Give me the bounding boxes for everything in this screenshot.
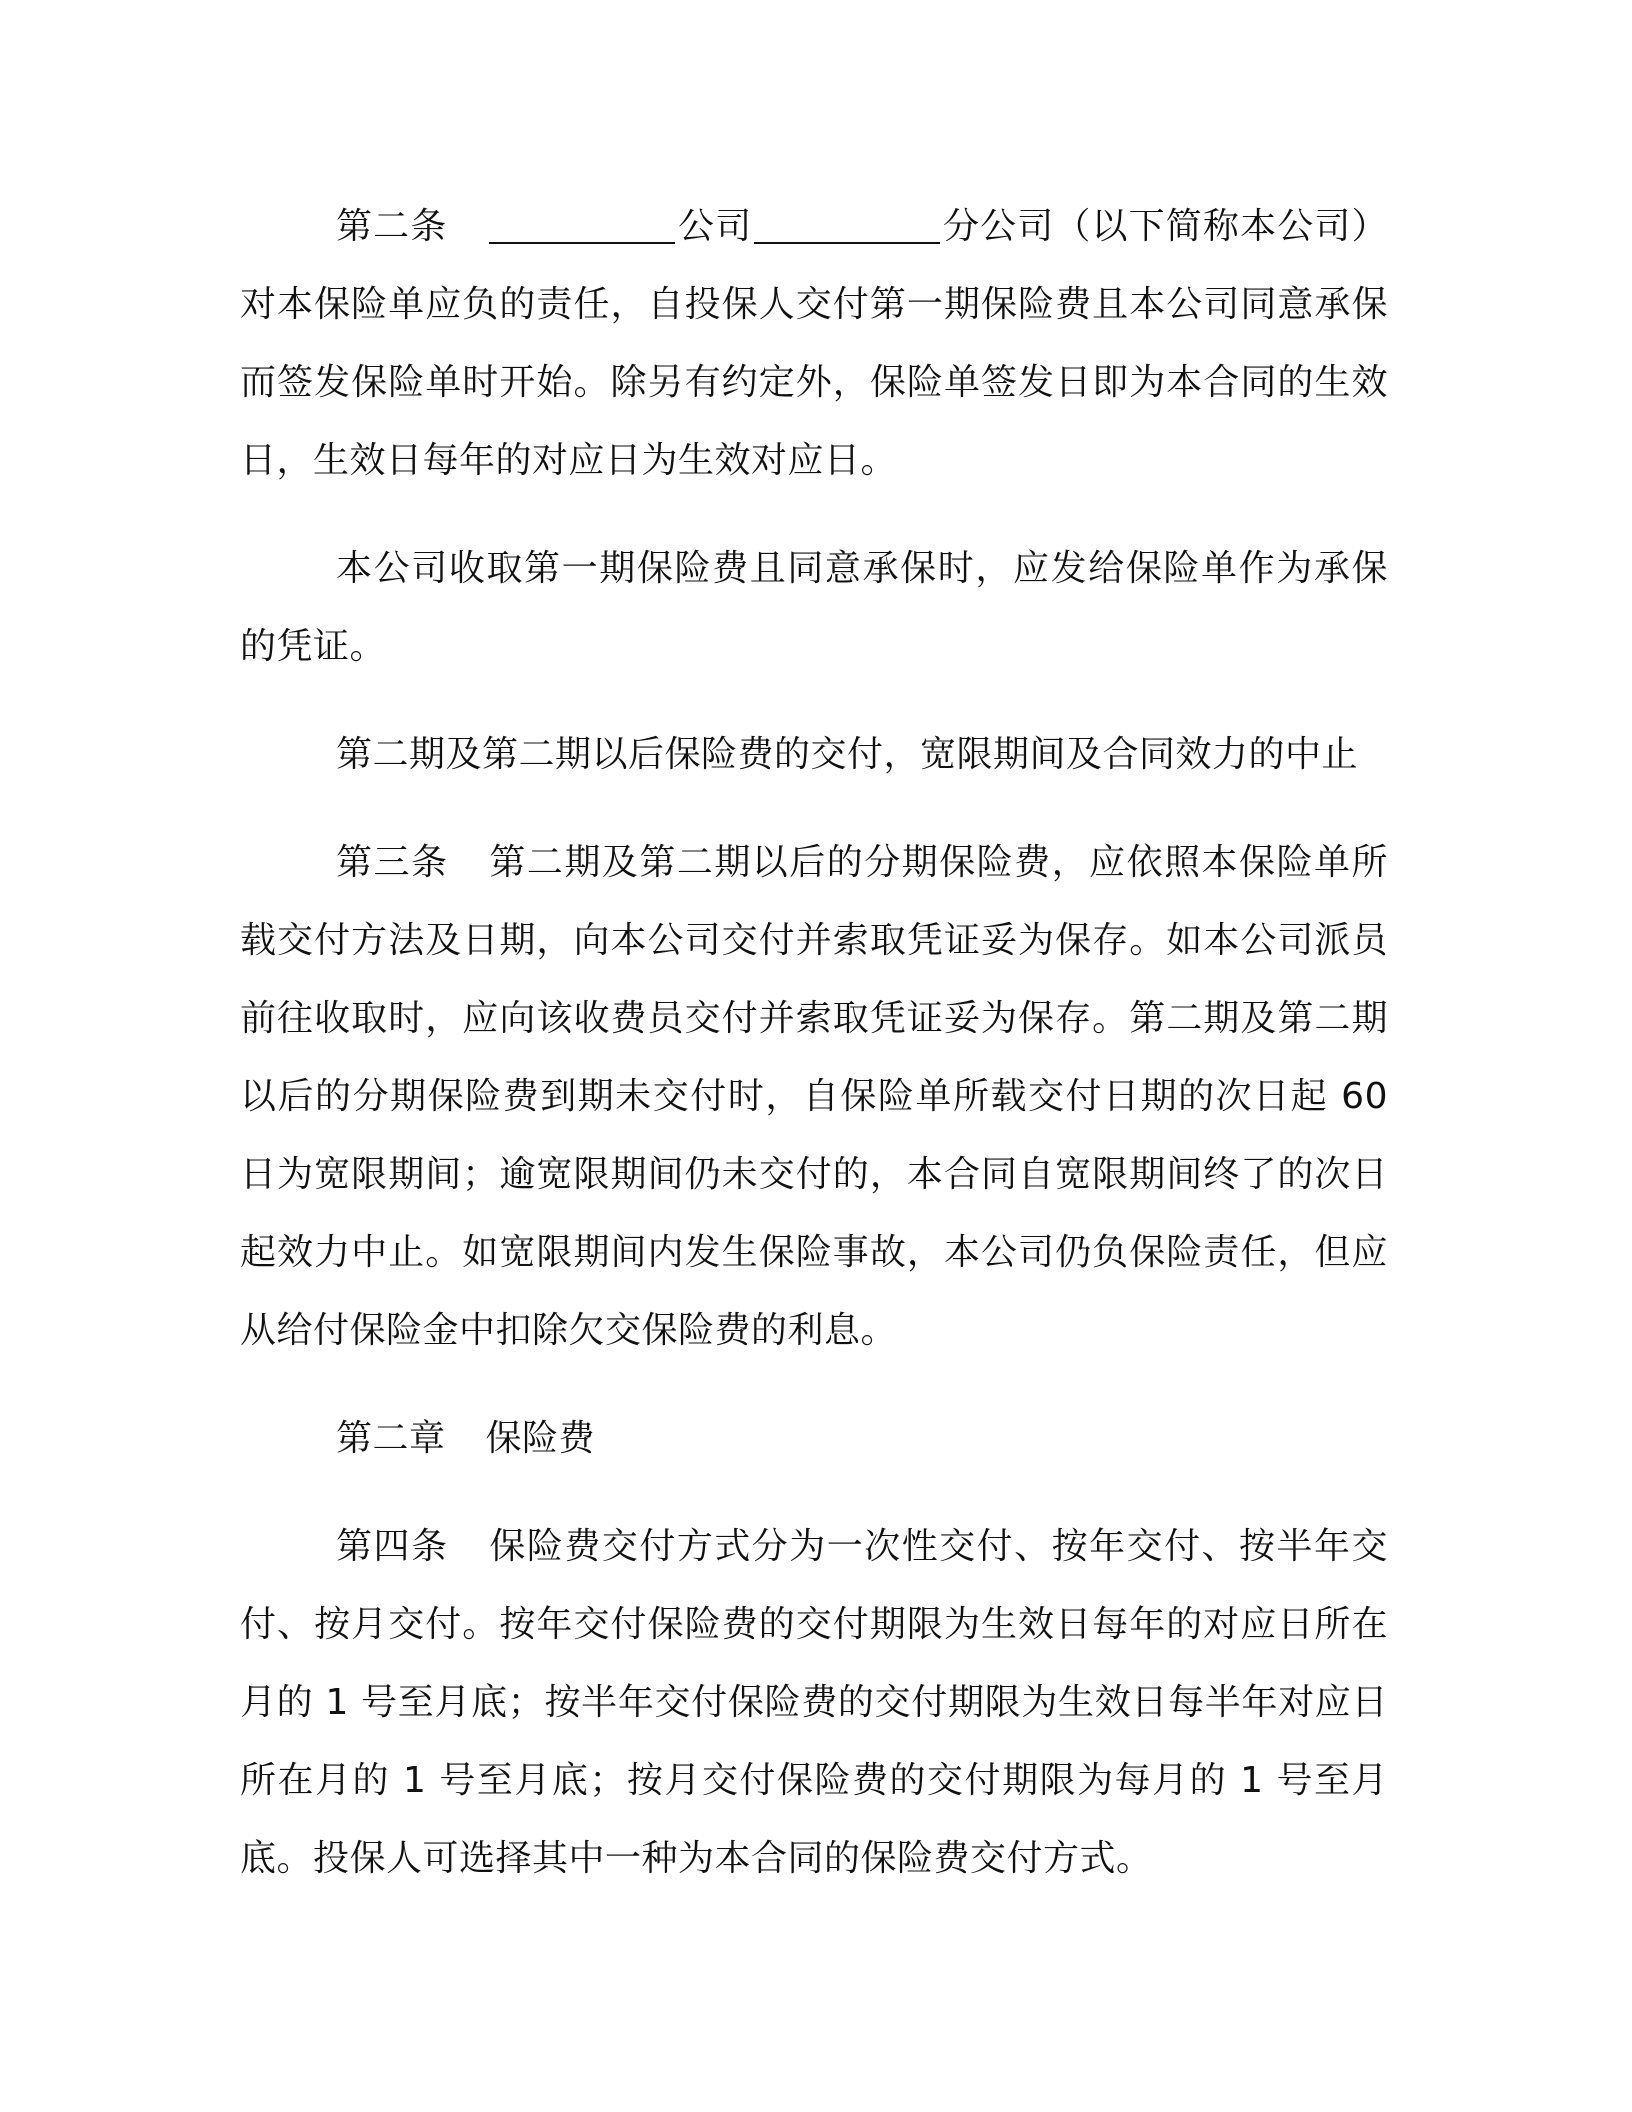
- company-name-blank: [489, 212, 675, 244]
- article-4-paragraph: [240, 1508, 1388, 1898]
- article-3-body: 第二期及第二期以后的分期保险费，应依照本保险单所载交付方法及日期，向本公司交付并索取凭证妥为保存。如本公司派员前往收取时，应向该收费员交付并索取凭证妥为保存。第二期及第二期以后的分期保险费到期未交付时，自保险单所载交付日期的次日起 60 日为宽限期间；逾宽限期间仍未交付的，本合同自宽限期间终了的次日起效力中止。如宽限期间内发生保险事故，本公司仍负保险责任，但应从给付保险金中扣除欠交保险费的利息。: [240, 842, 1388, 1351]
- company-text: 公司: [677, 206, 753, 247]
- article-2-label: 第二条: [336, 206, 448, 247]
- article-4-body: 保险费交付方式分为一次性交付、按年交付、按半年交付、按月交付。按年交付保险费的交付期限为生效日每年的对应日所在月的 1 号至月底；按半年交付保险费的交付期限为生效日每半年对应日所在月的 1 号至月底；按月交付保险费的交付期限为每月的 1 号至月底。投保人可选择其中一种为本合同的保险费交付方式。: [240, 1526, 1388, 1879]
- branch-text: 分公司（以下简称本公司）: [942, 206, 1388, 247]
- article-3-paragraph: [240, 824, 1388, 1370]
- section-heading: 第二期及第二期以后保险费的交付，宽限期间及合同效力的中止: [336, 734, 1359, 775]
- chapter-2-heading: [240, 1400, 1388, 1478]
- article-3-label: 第三条: [336, 842, 449, 883]
- article-2-body: 对本保险单应负的责任，自投保人交付第一期保险费且本公司同意承保而签发保险单时开始。除另有约定外，保险单签发日即为本合同的生效日，生效日每年的对应日为生效对应日。: [240, 284, 1388, 481]
- branch-name-blank: [754, 212, 940, 244]
- chapter-2-title: 保险费: [485, 1418, 596, 1459]
- receipt-paragraph: 本公司收取第一期保险费且同意承保时，应发给保险单作为承保的凭证。: [240, 548, 1388, 667]
- article-2-paragraph: [240, 188, 1388, 500]
- chapter-2-label: 第二章: [336, 1418, 446, 1459]
- article-4-label: 第四条: [336, 1526, 449, 1567]
- document-content: [240, 188, 1388, 1928]
